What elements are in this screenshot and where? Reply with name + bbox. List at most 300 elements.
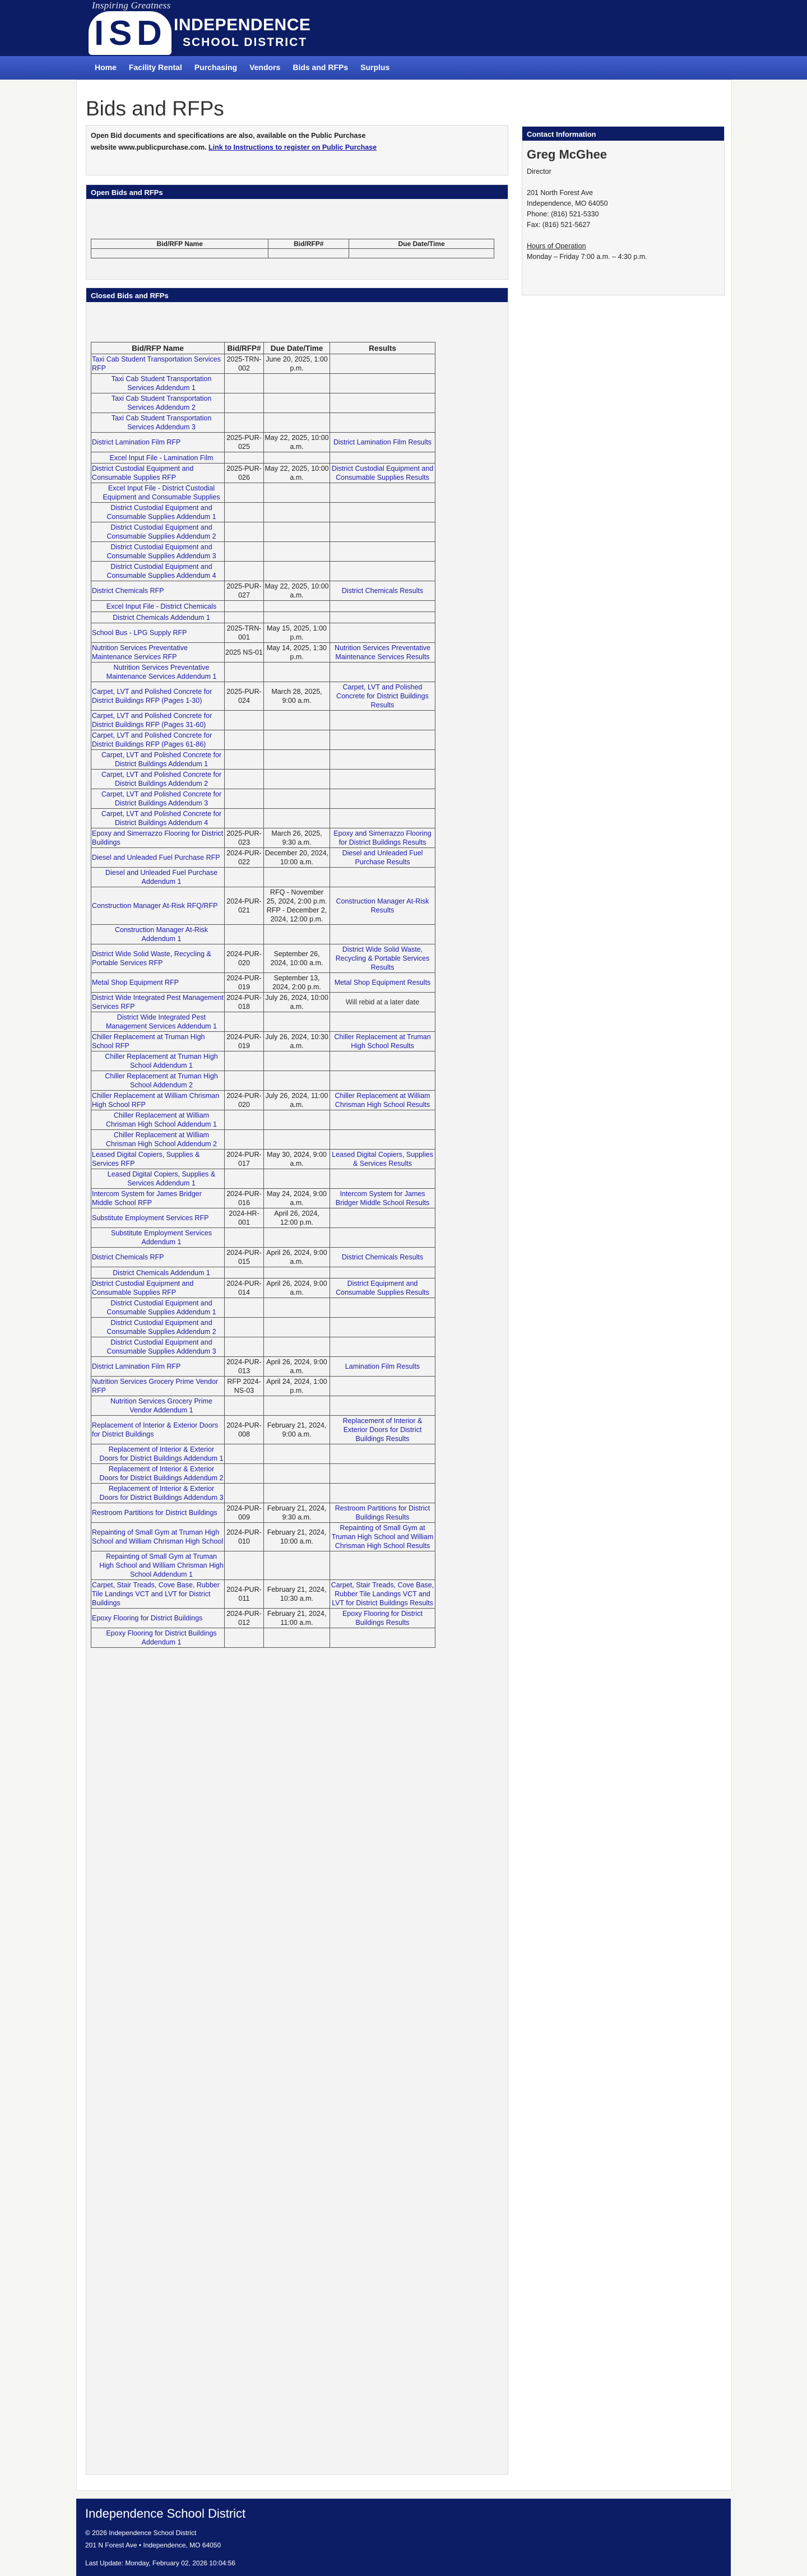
results-link[interactable]: Epoxy Flooring for District Buildings Results [342,1610,423,1627]
closed-bid-row [91,433,435,452]
bid-number-cell [225,809,264,828]
closed-bid-row [91,730,435,750]
due-date-cell [264,1484,330,1503]
results-link[interactable]: Metal Shop Equipment Results [334,979,431,986]
bid-document-link[interactable]: District Chemicals RFP [92,1253,164,1261]
bid-document-link[interactable]: Intercom System for James Bridger Middle School RFP [92,1190,202,1207]
bid-number-cell: 2024-PUR-021 [225,887,264,925]
addendum-link[interactable]: Excel Input File - District Custodial Equipment and Consumable Supplies [103,484,220,501]
due-date-cell [264,413,330,433]
bid-name-cell [91,601,225,612]
results-link[interactable]: Leased Digital Copiers, Supplies & Services Results [332,1151,433,1167]
bid-number-cell [225,452,264,464]
bid-document-link[interactable]: Carpet, LVT and Polished Concrete for District Buildings RFP (Pages 31-60) [92,712,212,729]
addendum-link[interactable]: District Custodial Equipment and Consumable Supplies Addendum 3 [106,543,216,560]
bid-document-link[interactable]: Repainting of Small Gym at Truman High School and William Chrisman High School [92,1528,224,1545]
results-cell [330,1267,435,1278]
results-link[interactable]: Replacement of Interior & Exterior Doors for District Buildings Results [342,1417,423,1443]
due-date-cell [264,374,330,393]
due-date-cell [264,809,330,828]
addendum-link[interactable]: Carpet, LVT and Polished Concrete for District Buildings Addendum 4 [101,810,222,827]
due-date-cell [264,1267,330,1278]
addendum-link[interactable]: District Custodial Equipment and Consumable Supplies Addendum 1 [106,1299,216,1316]
results-link[interactable]: Repainting of Small Gym at Truman High School and William Chrisman High School Results [331,1524,434,1550]
due-date-cell [264,789,330,809]
bid-number-cell [225,1484,264,1503]
bid-name-cell [91,1337,225,1357]
closed-bid-row [91,789,435,809]
results-cell [330,993,435,1012]
due-date-cell: May 22, 2025, 10:00 a.m. [264,464,330,483]
bid-number-cell: 2025-PUR-025 [225,433,264,452]
bid-name-cell [91,789,225,809]
results-cell [330,1228,435,1248]
addendum-link[interactable]: District Chemicals Addendum 1 [113,1268,210,1277]
closed-bid-row [91,1551,435,1580]
bid-number-cell [225,374,264,393]
results-cell [330,1298,435,1318]
closed-bid-row [91,612,435,623]
due-date-cell: July 26, 2024, 11:00 a.m. [264,1091,330,1110]
bid-number-cell [225,1628,264,1648]
addendum-link[interactable]: Leased Digital Copiers, Supplies & Services Addendum 1 [107,1170,216,1187]
addendum-link[interactable]: District Custodial Equipment and Consumable Supplies Addendum 4 [106,563,216,580]
results-link[interactable]: Epoxy and Simerrazzo Flooring for District Buildings Results [333,830,432,846]
addendum-link[interactable]: Chiller Replacement at William Chrisman High School Addendum 1 [105,1111,217,1128]
results-link[interactable]: District Chemicals Results [341,587,424,595]
addendum-link[interactable]: Carpet, LVT and Polished Concrete for District Buildings Addendum 1 [101,751,222,768]
addendum-link[interactable]: Repainting of Small Gym at Truman High School and William Chrisman High School Addendum 1 [99,1553,224,1578]
addendum-link[interactable]: Chiller Replacement at Truman High School Addendum 1 [105,1053,218,1069]
bid-document-link[interactable]: Chiller Replacement at William Chrisman High School RFP [92,1092,220,1109]
closed-bid-row [91,1130,435,1150]
due-date-cell: February 21, 2024, 11:00 a.m. [264,1609,330,1628]
closed-bid-row [91,542,435,562]
district-logo[interactable] [89,0,324,56]
bid-name-cell [91,662,225,682]
bid-document-link[interactable]: Carpet, Stair Treads, Cove Base, Rubber Tile Landings VCT and LVT for District Buildings [92,1581,220,1607]
addendum-link[interactable]: Carpet, LVT and Polished Concrete for District Buildings Addendum 2 [101,771,222,787]
closed-bid-row [91,973,435,993]
bid-name-cell [91,1628,225,1648]
results-cell [330,601,435,612]
bid-name-cell [91,1208,225,1228]
bid-name-cell [91,1609,225,1628]
intro-text-1: Open Bid documents and specifications are also, available on the Public Purchase [91,132,366,140]
bid-number-cell: 2025 NS-01 [225,643,264,662]
results-cell [330,1032,435,1051]
due-date-cell [264,542,330,562]
closed-bid-row [91,1278,435,1298]
intro-text [86,126,508,154]
bid-document-link[interactable]: Construction Manager At-Risk RFQ/RFP [92,902,218,910]
due-date-cell [264,1551,330,1580]
addendum-link[interactable]: District Custodial Equipment and Consumable Supplies Addendum 3 [106,1338,216,1355]
intro-text-2: website [91,143,119,151]
closed-bid-row [91,562,435,581]
results-cell [330,1628,435,1648]
due-date-cell: July 26, 2024, 10:00 a.m. [264,993,330,1012]
bid-document-link[interactable]: Metal Shop Equipment RFP [92,979,179,986]
due-date-cell: July 26, 2024, 10:30 a.m. [264,1032,330,1051]
closed-bid-row [91,1248,435,1267]
bid-document-link[interactable]: Nutrition Services Preventative Maintenance Services RFP [92,644,188,661]
register-instructions-link[interactable]: Link to Instructions to register on Public Purchase [208,143,377,151]
addendum-link[interactable]: District Custodial Equipment and Consumable Supplies Addendum 2 [106,1319,216,1336]
bid-document-link[interactable]: District Custodial Equipment and Consumable Supplies RFP [92,465,194,481]
bid-document-link[interactable]: School Bus - LPG Supply RFP [92,629,187,637]
nav-bids-rfps[interactable]: Bids and RFPs [293,63,349,72]
intro-panel [86,125,508,175]
bid-name-cell [91,809,225,828]
nav-vendors[interactable]: Vendors [249,63,281,72]
bid-name-cell [91,1051,225,1071]
bid-name-cell [91,887,225,925]
hours-label: Hours of Operation [527,242,586,250]
bid-document-link[interactable]: Nutrition Services Grocery Prime Vendor RFP [92,1378,219,1394]
contact-address2: Independence, MO 64050 [527,200,608,207]
due-date-cell: April 24, 2024, 1:00 p.m. [264,1377,330,1396]
results-cell [330,789,435,809]
results-cell [330,1169,435,1189]
bid-document-link[interactable]: Carpet, LVT and Polished Concrete for District Buildings RFP (Pages 61-86) [92,731,212,748]
bid-document-link[interactable]: District Lamination Film RFP [92,1363,181,1370]
results-link[interactable]: Restroom Partitions for District Buildings Results [335,1504,430,1521]
results-link[interactable]: Carpet, Stair Treads, Cove Base, Rubber Tile Landings VCT and LVT for District Buildings Results [331,1581,434,1607]
bid-number-cell: 2024-PUR-020 [225,1091,264,1110]
logo-tagline: Inspiring Greatness [92,0,171,11]
open-col-name: Bid/RFP Name [91,239,268,249]
addendum-link[interactable]: Nutrition Services Grocery Prime Vendor Addendum 1 [110,1397,212,1414]
results-cell [330,581,435,601]
closed-bid-row [91,1484,435,1503]
closed-bid-row [91,1523,435,1551]
results-link[interactable]: Diesel and Unleaded Fuel Purchase Results [342,849,423,866]
bid-name-cell [91,1580,225,1609]
bid-name-cell [91,612,225,623]
addendum-link[interactable]: Excel Input File - District Chemicals [106,602,217,610]
open-col-due: Due Date/Time [349,239,494,249]
bid-name-cell [91,1267,225,1278]
results-cell [330,711,435,730]
results-cell [330,1318,435,1337]
results-cell [330,1484,435,1503]
due-date-cell: September 13, 2024, 2:00 p.m. [264,973,330,993]
results-cell [330,682,435,711]
closed-bid-row [91,1628,435,1648]
bid-number-cell [225,1396,264,1416]
addendum-link[interactable]: Replacement of Interior & Exterior Doors for District Buildings Addendum 1 [99,1445,224,1462]
bid-number-cell [225,483,264,503]
closed-bid-row [91,1396,435,1416]
bid-document-link[interactable]: Epoxy and Simerrazzo Flooring for District Buildings [92,830,224,846]
bid-number-cell: 2024-PUR-019 [225,1032,264,1051]
due-date-cell [264,393,330,413]
results-cell [330,1189,435,1208]
results-link[interactable]: District Chemicals Results [341,1253,424,1261]
bid-name-cell [91,643,225,662]
bid-number-cell [225,542,264,562]
bid-number-cell: 2025-TRN-001 [225,623,264,643]
due-date-cell [264,1228,330,1248]
bid-number-cell: 2024-PUR-022 [225,848,264,868]
results-link[interactable]: Chiller Replacement at William Chrisman High School Results [335,1092,430,1109]
bid-name-cell [91,374,225,393]
bid-number-cell [225,1444,264,1464]
bid-document-link[interactable]: Carpet, LVT and Polished Concrete for District Buildings RFP (Pages 1-30) [92,688,212,705]
logo-letter-s: S [109,14,132,53]
results-link[interactable]: Chiller Replacement at Truman High School Results [334,1033,431,1050]
results-cell [330,1208,435,1228]
bid-number-cell [225,1110,264,1130]
closed-bid-row [91,1464,435,1484]
bid-number-cell: 2024-PUR-011 [225,1580,264,1609]
results-cell [330,1110,435,1130]
footer-title: Independence School District [85,2506,246,2521]
bid-document-link[interactable]: Taxi Cab Student Transportation Services RFP [92,355,221,372]
bid-number-cell [225,770,264,789]
due-date-cell [264,1396,330,1416]
bid-number-cell: 2024-PUR-018 [225,993,264,1012]
due-date-cell: May 30, 2024, 9:00 a.m. [264,1150,330,1169]
addendum-link[interactable]: Diesel and Unleaded Fuel Purchase Addendum 1 [105,869,218,886]
bid-number-cell [225,1228,264,1248]
results-link[interactable]: Intercom System for James Bridger Middle School Results [335,1190,430,1207]
bid-number-cell: 2024-PUR-020 [225,944,264,973]
bid-document-link[interactable]: District Wide Solid Waste, Recycling & Portable Services RFP [92,950,211,967]
nav-purchasing[interactable]: Purchasing [194,63,238,72]
results-link[interactable]: District Lamination Film Results [333,438,432,446]
bid-name-cell [91,1110,225,1130]
due-date-cell: RFQ - November 25, 2024, 2:00 p.m. RFP - December 2, 2024, 12:00 p.m. [264,887,330,925]
bid-number-cell: 2025-PUR-027 [225,581,264,601]
bid-number-cell [225,393,264,413]
closed-bid-row [91,503,435,522]
closed-bid-row [91,1416,435,1444]
bid-name-cell [91,730,225,750]
addendum-link[interactable]: Nutrition Services Preventative Maintenance Services Addendum 1 [106,664,217,680]
bid-document-link[interactable]: Diesel and Unleaded Fuel Purchase RFP [92,854,220,861]
nav-home[interactable]: Home [95,63,117,72]
results-cell [330,1377,435,1396]
closed-col-due: Due Date/Time [264,342,330,354]
due-date-cell [264,1298,330,1318]
results-cell [330,542,435,562]
results-link[interactable]: District Equipment and Consumable Supplies Results [336,1280,429,1296]
closed-col-name: Bid/RFP Name [91,342,225,354]
bid-number-cell [225,750,264,770]
closed-bids-table [91,342,435,1648]
closed-bid-row [91,993,435,1012]
closed-bid-row [91,1110,435,1130]
results-cell [330,1012,435,1032]
bid-name-cell [91,1189,225,1208]
closed-bid-row [91,1169,435,1189]
bid-number-cell: 2024-PUR-019 [225,973,264,993]
results-cell [330,483,435,503]
site-footer [76,2499,731,2576]
bid-name-cell [91,1551,225,1580]
results-cell [330,354,435,374]
nav-surplus[interactable]: Surplus [360,63,390,72]
closed-bid-row [91,464,435,483]
closed-bid-row [91,750,435,770]
logo-line2: SCHOOL DISTRICT [183,36,308,49]
results-cell [330,522,435,542]
public-purchase-link[interactable]: www.publicpurchase.com [118,143,205,151]
due-date-cell [264,770,330,789]
bid-number-cell [225,522,264,542]
nav-facility-rental[interactable]: Facility Rental [128,63,182,72]
bid-name-cell [91,944,225,973]
page-title: Bids and RFPs [86,97,224,120]
bid-document-link[interactable]: District Chemicals RFP [92,587,164,595]
bid-number-cell: RFP 2024-NS-03 [225,1377,264,1396]
bid-document-link[interactable]: Leased Digital Copiers, Supplies & Services RFP [92,1151,200,1167]
bid-document-link[interactable]: Substitute Employment Services RFP [92,1214,209,1222]
closed-bid-row [91,1357,435,1377]
logo-mark [89,11,171,55]
results-cell [330,809,435,828]
closed-bid-row [91,1051,435,1071]
closed-bid-row [91,711,435,730]
results-cell [330,374,435,393]
addendum-link[interactable]: Replacement of Interior & Exterior Doors for District Buildings Addendum 3 [99,1485,224,1502]
bid-document-link[interactable]: Replacement of Interior & Exterior Doors for District Buildings [92,1421,219,1438]
addendum-link[interactable]: Carpet, LVT and Polished Concrete for District Buildings Addendum 3 [101,790,222,807]
results-cell [330,1051,435,1071]
open-bids-panel [86,184,508,280]
closed-bid-row [91,483,435,503]
addendum-link[interactable]: Chiller Replacement at William Chrisman High School Addendum 2 [105,1131,217,1148]
bid-number-cell [225,1051,264,1071]
bid-number-cell: 2024-PUR-016 [225,1189,264,1208]
closed-bid-row [91,1377,435,1396]
addendum-link[interactable]: Taxi Cab Student Transportation Services Addendum 3 [111,414,212,431]
contact-panel [522,126,725,295]
results-link[interactable]: Construction Manager At-Risk Results [336,897,429,914]
bid-document-link[interactable]: District Lamination Film RFP [92,438,181,446]
bid-name-cell [91,1484,225,1503]
closed-bid-row [91,1228,435,1248]
closed-bid-row [91,623,435,643]
intro-text-3: . [205,143,209,151]
due-date-cell [264,750,330,770]
bid-number-cell: 2024-PUR-013 [225,1357,264,1377]
results-cell [330,433,435,452]
bid-document-link[interactable]: District Custodial Equipment and Consumable Supplies RFP [92,1280,194,1296]
addendum-link[interactable]: Taxi Cab Student Transportation Services Addendum 1 [111,375,212,392]
site-header [0,0,807,56]
bid-document-link[interactable]: Restroom Partitions for District Buildings [92,1509,217,1517]
results-cell [330,1071,435,1091]
addendum-link[interactable]: Replacement of Interior & Exterior Doors for District Buildings Addendum 2 [99,1465,224,1482]
addendum-link[interactable]: District Wide Integrated Pest Management Services Addendum 1 [105,1013,217,1030]
bid-number-cell [225,601,264,612]
results-link[interactable]: District Custodial Equipment and Consumable Supplies Results [331,465,434,481]
footer-last-update: Last Update: Monday, February 02, 2026 10:04:56 [85,2559,235,2567]
results-cell [330,828,435,848]
addendum-link[interactable]: District Custodial Equipment and Consumable Supplies Addendum 1 [106,504,216,521]
bid-name-cell [91,1169,225,1189]
due-date-cell [264,1130,330,1150]
addendum-link[interactable]: Excel Input File - Lamination Film [109,453,214,462]
results-cell [330,1523,435,1551]
bid-number-cell [225,503,264,522]
due-date-cell [264,612,330,623]
results-cell [330,1150,435,1169]
closed-bid-row [91,1609,435,1628]
bid-document-link[interactable]: Chiller Replacement at Truman High School RFP [92,1033,205,1050]
results-cell [330,1337,435,1357]
closed-bid-row [91,354,435,374]
closed-bid-row [91,1012,435,1032]
addendum-link[interactable]: Epoxy Flooring for District Buildings Addendum 1 [106,1629,217,1646]
bid-document-link[interactable]: Epoxy Flooring for District Buildings [92,1614,203,1622]
closed-bid-row [91,1444,435,1464]
addendum-link[interactable]: Substitute Employment Services Addendum 1 [111,1229,212,1246]
results-link[interactable]: Lamination Film Results [345,1363,420,1370]
bid-document-link[interactable]: District Wide Integrated Pest Management Services RFP [92,994,224,1011]
addendum-link[interactable]: Construction Manager At-Risk Addendum 1 [114,926,208,943]
due-date-cell [264,1012,330,1032]
bid-name-cell [91,993,225,1012]
bid-number-cell [225,1267,264,1278]
bid-name-cell [91,1503,225,1523]
bid-number-cell [225,789,264,809]
bid-name-cell [91,1130,225,1150]
addendum-link[interactable]: Taxi Cab Student Transportation Services Addendum 2 [111,395,212,411]
due-date-cell [264,1169,330,1189]
due-date-cell [264,1071,330,1091]
bid-name-cell [91,623,225,643]
results-cell [330,1357,435,1377]
bid-number-cell: 2024-PUR-012 [225,1609,264,1628]
results-cell [330,848,435,868]
due-date-cell: February 21, 2024, 10:30 a.m. [264,1580,330,1609]
due-date-cell: May 22, 2025, 10:00 a.m. [264,433,330,452]
due-date-cell: April 26, 2024, 9:00 a.m. [264,1357,330,1377]
results-cell [330,770,435,789]
bid-name-cell [91,1396,225,1416]
due-date-cell [264,711,330,730]
addendum-link[interactable]: District Custodial Equipment and Consumable Supplies Addendum 2 [106,523,216,540]
results-link[interactable]: Carpet, LVT and Polished Concrete for District Buildings Results [336,683,429,709]
bid-name-cell [91,1523,225,1551]
closed-col-number: Bid/RFP# [225,342,264,354]
bid-name-cell [91,1464,225,1484]
due-date-cell [264,1337,330,1357]
closed-bid-row [91,1337,435,1357]
results-link[interactable]: District Wide Solid Waste, Recycling & Portable Services Results [335,946,430,971]
results-cell [330,1444,435,1464]
bid-number-cell [225,1169,264,1189]
bid-number-cell: 2024-HR-001 [225,1208,264,1228]
bid-number-cell [225,662,264,682]
results-cell [330,887,435,925]
closed-bid-row [91,848,435,868]
addendum-link[interactable]: District Chemicals Addendum 1 [113,613,210,622]
bid-name-cell [91,848,225,868]
bid-number-cell: 2024-PUR-010 [225,1523,264,1551]
closed-bid-row [91,682,435,711]
bid-name-cell [91,750,225,770]
due-date-cell [264,662,330,682]
results-cell [330,1396,435,1416]
bid-number-cell: 2024-PUR-015 [225,1248,264,1267]
addendum-link[interactable]: Chiller Replacement at Truman High School Addendum 2 [105,1072,218,1089]
results-link[interactable]: Nutrition Services Preventative Maintenance Services Results [335,644,430,661]
